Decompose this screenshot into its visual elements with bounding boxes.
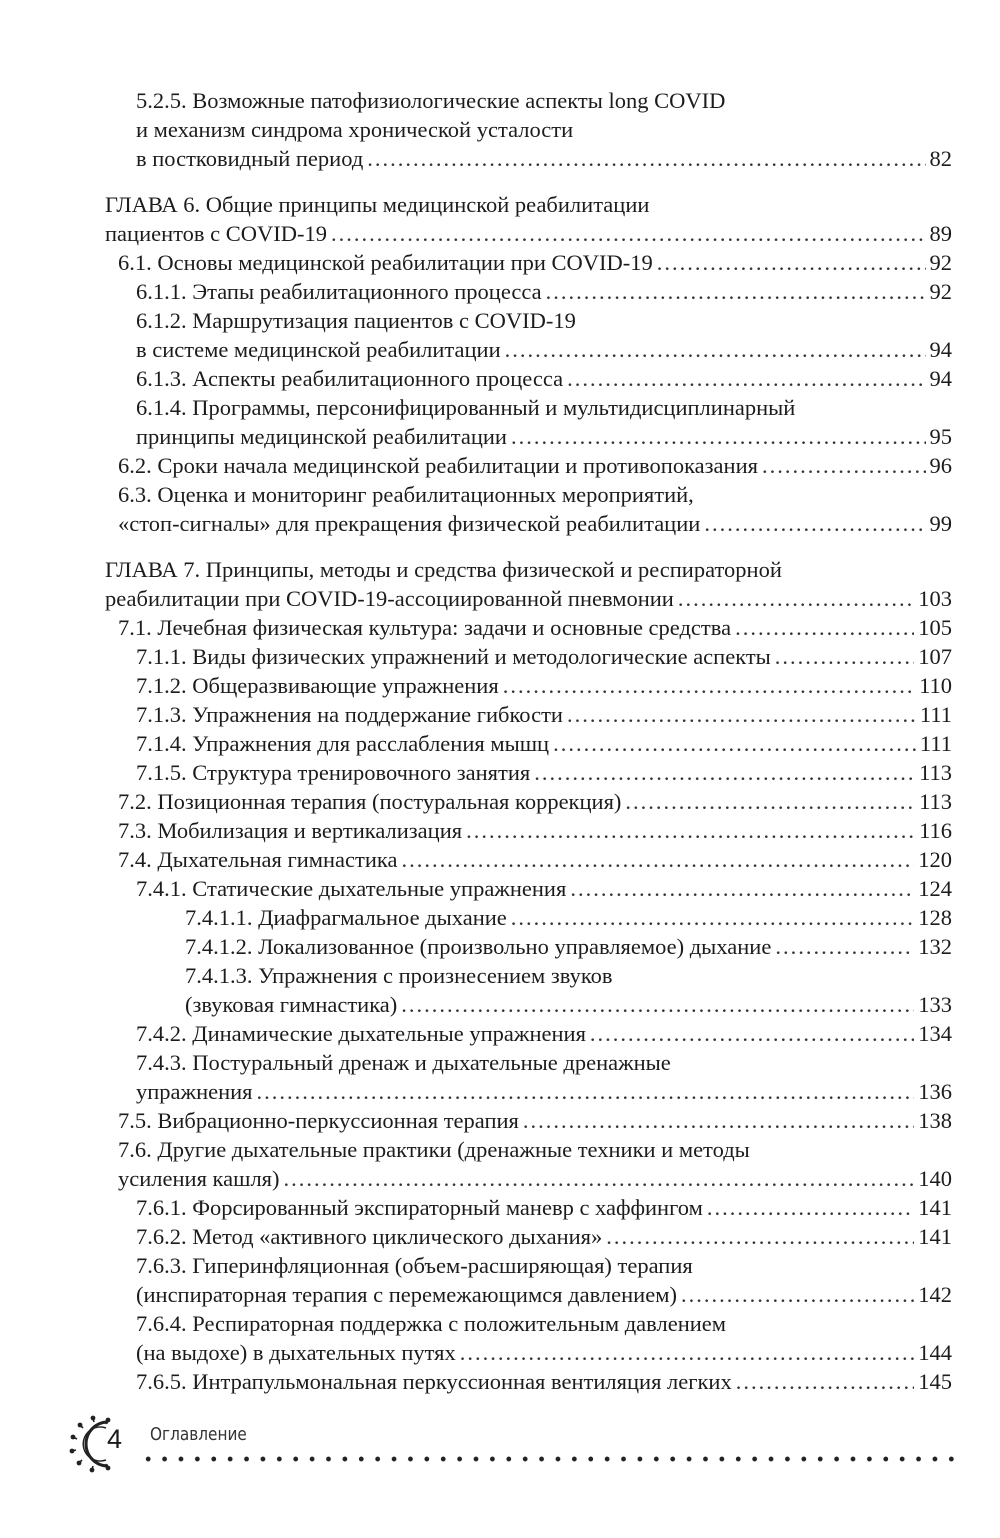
toc-entry-title-line: ГЛАВА 6. Общие принципы медицинской реабилитации <box>105 192 650 217</box>
toc-page-number: 116 <box>919 818 952 843</box>
toc-entry-title-line: пациентов с COVID-19 <box>105 221 328 246</box>
toc-entry-title-line: 6.1.4. Программы, персонифицированный и мультидисциплинарный <box>136 395 796 420</box>
toc-entry-title-line: 6.1. Основы медицинской реабилитации при COVID-19 <box>118 250 653 275</box>
toc-page-number: 94 <box>929 366 952 391</box>
toc-dot-leader <box>606 1222 914 1251</box>
toc-dot-leader <box>736 1367 915 1396</box>
toc-entry-title-line: 7.4.1.3. Упражнения с произнесением звуков <box>185 963 613 988</box>
toc-entry <box>0 1309 1000 1367</box>
toc-entry <box>0 845 1000 874</box>
toc-page-number: 134 <box>918 1021 952 1046</box>
toc-dot-leader <box>503 671 915 700</box>
toc-entry-title-line: 7.1.3. Упражнения на поддержание гибкости <box>136 702 563 727</box>
toc-page-number: 99 <box>929 511 952 536</box>
toc-dot-leader <box>567 364 925 393</box>
footer-dotted-rule <box>140 1454 962 1464</box>
toc-entry <box>0 1019 1000 1048</box>
toc-page-number: 141 <box>918 1195 952 1220</box>
toc-page-number: 92 <box>929 250 952 275</box>
toc-dot-leader <box>401 990 914 1019</box>
toc-entry-title-line: 5.2.5. Возможные патофизиологические аспекты long COVID <box>136 88 726 113</box>
toc-entry-title-line: упражнения <box>136 1079 253 1104</box>
toc-entry-title-line: 7.6.2. Метод «активного циклического дыхания» <box>136 1224 603 1249</box>
toc-chapter-entry <box>0 190 1000 248</box>
toc-chapter-entry <box>0 555 1000 613</box>
toc-page-number: 140 <box>918 1166 952 1191</box>
toc-dot-leader <box>567 700 916 729</box>
toc-entry-title-line: 7.5. Вибрационно-перкуссионная терапия <box>118 1108 519 1133</box>
toc-page-number: 136 <box>918 1079 952 1104</box>
toc-entry-title-line: 7.4.1.2. Локализованное (произвольно управляемое) дыхание <box>185 934 772 959</box>
toc-entry-title-line: 7.6.5. Интрапульмональная перкуссионная вентиляция легких <box>136 1369 732 1394</box>
toc-entry-title-line: 7.4.3. Постуральный дренаж и дыхательные дренажные <box>136 1050 671 1075</box>
toc-dot-leader <box>681 1280 914 1309</box>
toc-entry <box>0 613 1000 642</box>
toc-entry <box>0 671 1000 700</box>
toc-entry <box>0 248 1000 277</box>
toc-entry <box>0 1251 1000 1309</box>
toc-dot-leader <box>570 874 914 903</box>
toc-page-number: 138 <box>918 1108 952 1133</box>
toc-entry-title-line: 7.4.1.1. Диафрагмальное дыхание <box>185 905 507 930</box>
toc-page-number: 111 <box>919 702 952 727</box>
toc-entry <box>0 729 1000 758</box>
toc-page-number: 107 <box>918 644 952 669</box>
toc-page-number: 92 <box>929 279 952 304</box>
toc-entry-title-line: 7.4.1. Статические дыхательные упражнения <box>136 876 567 901</box>
table-of-contents <box>0 86 1000 1396</box>
toc-entry-title-line: в постковидный период <box>136 146 364 171</box>
toc-entry <box>0 1048 1000 1106</box>
toc-entry <box>0 758 1000 787</box>
toc-entry <box>0 787 1000 816</box>
toc-entry <box>0 932 1000 961</box>
toc-dot-leader <box>707 1193 914 1222</box>
toc-entry-title-line: 7.4. Дыхательная гимнастика <box>118 847 398 872</box>
toc-entry-title-line: (инспираторная терапия с перемежающимся давлением) <box>136 1282 677 1307</box>
toc-entry <box>0 903 1000 932</box>
toc-page-number: 113 <box>919 789 952 814</box>
toc-entry-title-line: 6.2. Сроки начала медицинской реабилитации и противопоказания <box>118 453 758 478</box>
toc-dot-leader <box>534 758 915 787</box>
toc-entry <box>0 306 1000 364</box>
toc-entry-title-line: 6.1.3. Аспекты реабилитационного процесса <box>136 366 564 391</box>
toc-entry-title-line: 7.1.2. Общеразвивающие упражнения <box>136 673 499 698</box>
toc-page-number: 89 <box>929 221 952 246</box>
toc-dot-leader <box>657 248 926 277</box>
toc-entry-title-line: усиления кашля) <box>118 1166 280 1191</box>
toc-page-number: 144 <box>918 1340 952 1365</box>
toc-entry <box>0 364 1000 393</box>
toc-entry-title-line: «стоп-сигналы» для прекращения физической реабилитации <box>118 511 701 536</box>
toc-page-number: 124 <box>918 876 952 901</box>
toc-dot-leader <box>257 1077 915 1106</box>
toc-entry <box>0 1222 1000 1251</box>
toc-entry-title-line: 7.6.1. Форсированный экспираторный маневр с хаффингом <box>136 1195 703 1220</box>
toc-dot-leader <box>331 219 925 248</box>
toc-dot-leader <box>511 422 926 451</box>
toc-entry-title-line: 7.3. Мобилизация и вертикализация <box>118 818 463 843</box>
footer-section-label: Оглавление <box>150 1424 247 1445</box>
toc-page-number: 141 <box>918 1224 952 1249</box>
toc-entry <box>0 1106 1000 1135</box>
toc-dot-leader <box>523 1106 914 1135</box>
page-footer <box>0 1410 1000 1480</box>
toc-page-number: 105 <box>918 615 952 640</box>
toc-entry-title-line: (звуковая гимнастика) <box>185 992 398 1017</box>
toc-dot-leader <box>466 816 915 845</box>
toc-entry-title-line: 7.6.4. Респираторная поддержка с положительным давлением <box>136 1311 727 1336</box>
toc-entry <box>0 816 1000 845</box>
toc-entry-title-line: 7.1.5. Структура тренировочного занятия <box>136 760 531 785</box>
toc-entry <box>0 642 1000 671</box>
toc-dot-leader <box>762 451 926 480</box>
toc-entry <box>0 277 1000 306</box>
toc-entry-title-line: реабилитации при COVID-19-ассоциированной пневмонии <box>105 586 674 611</box>
toc-entry-title-line: 6.3. Оценка и мониторинг реабилитационных мероприятий, <box>118 482 694 507</box>
toc-page-number: 133 <box>918 992 952 1017</box>
toc-entry <box>0 1135 1000 1193</box>
toc-dot-leader <box>367 144 925 173</box>
toc-dot-leader <box>460 1338 914 1367</box>
toc-entry <box>0 451 1000 480</box>
toc-page-number: 82 <box>929 146 952 171</box>
toc-dot-leader <box>284 1164 915 1193</box>
toc-entry-title-line: и механизм синдрома хронической усталости <box>136 117 574 142</box>
toc-dot-leader <box>511 903 914 932</box>
toc-dot-leader <box>775 642 914 671</box>
toc-entry-title-line: 6.1.2. Маршрутизация пациентов с COVID-19 <box>136 308 576 333</box>
toc-entry <box>0 874 1000 903</box>
toc-entry-title-line: 7.2. Позиционная терапия (постуральная коррекция) <box>118 789 622 814</box>
toc-entry-title-line: 6.1.1. Этапы реабилитационного процесса <box>136 279 542 304</box>
toc-entry-title-line: 7.1.4. Упражнения для расслабления мышц <box>136 731 550 756</box>
toc-dot-leader <box>505 335 926 364</box>
toc-page-number: 145 <box>918 1369 952 1394</box>
toc-page-number: 111 <box>919 731 952 756</box>
toc-dot-leader <box>401 845 914 874</box>
toc-page-number: 110 <box>919 673 952 698</box>
toc-page-number: 94 <box>929 337 952 362</box>
toc-dot-leader <box>735 613 914 642</box>
toc-entry-title-line: 7.1. Лечебная физическая культура: задачи и основные средства <box>118 615 732 640</box>
toc-page-number: 142 <box>918 1282 952 1307</box>
toc-page-number: 95 <box>929 424 952 449</box>
toc-dot-leader <box>546 277 926 306</box>
toc-entry-title-line: в системе медицинской реабилитации <box>136 337 501 362</box>
toc-dot-leader <box>625 787 915 816</box>
toc-entry-title-line: ГЛАВА 7. Принципы, методы и средства физической и респираторной <box>105 557 782 582</box>
toc-dot-leader <box>553 729 916 758</box>
toc-page-number: 132 <box>918 934 952 959</box>
toc-entry <box>0 1193 1000 1222</box>
toc-page-number: 96 <box>929 453 952 478</box>
toc-entry <box>0 1367 1000 1396</box>
toc-entry <box>0 961 1000 1019</box>
toc-page-number: 128 <box>918 905 952 930</box>
toc-entry-title-line: принципы медицинской реабилитации <box>136 424 507 449</box>
toc-entry-title-line: 7.6. Другие дыхательные практики (дренажные техники и методы <box>118 1137 750 1162</box>
toc-entry <box>0 480 1000 538</box>
toc-dot-leader <box>590 1019 914 1048</box>
toc-page-number: 120 <box>918 847 952 872</box>
toc-dot-leader <box>775 932 914 961</box>
toc-entry <box>0 393 1000 451</box>
toc-entry <box>0 700 1000 729</box>
toc-entry-title-line: (на выдохе) в дыхательных путях <box>136 1340 456 1365</box>
toc-entry-title-line: 7.1.1. Виды физических упражнений и методологические аспекты <box>136 644 771 669</box>
toc-dot-leader <box>678 584 914 613</box>
page-number: 4 <box>107 1424 123 1454</box>
toc-page-number: 113 <box>919 760 952 785</box>
toc-page-number: 103 <box>918 586 952 611</box>
toc-dot-leader <box>704 509 925 538</box>
toc-entry-title-line: 7.4.2. Динамические дыхательные упражнения <box>136 1021 586 1046</box>
toc-entry <box>0 86 1000 173</box>
toc-entry-title-line: 7.6.3. Гиперинфляционная (объем-расширяющая) терапия <box>136 1253 693 1278</box>
